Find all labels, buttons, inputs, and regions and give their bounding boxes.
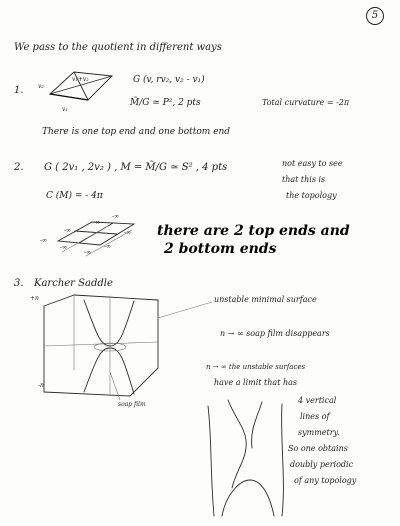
- item1-label-v2: v₂: [38, 83, 44, 90]
- item3-soap-film: soap film: [118, 401, 146, 408]
- item3-minus-n: -n: [38, 382, 44, 389]
- item1-number: 1.: [14, 85, 24, 96]
- item2-label-1: -∞: [112, 213, 120, 220]
- page-number: 5: [366, 7, 384, 25]
- item2-label-7: -∞: [104, 243, 112, 250]
- item2-number: 2.: [14, 162, 24, 173]
- item3-right-5: doubly periodic: [290, 460, 354, 469]
- item2-label-5: -∞: [60, 244, 68, 251]
- item1-parallelogram-sketch: [50, 72, 112, 100]
- item3-right-6: of any topology: [294, 476, 357, 485]
- item2-remark-2: that this is: [282, 175, 326, 184]
- item3-number: 3.: [14, 278, 24, 289]
- item3-saddle-sketch: [44, 295, 212, 400]
- item2-label-2: -∞: [93, 219, 101, 226]
- item3-right-1: 4 vertical: [298, 396, 337, 405]
- item2-remark-3: the topology: [286, 191, 337, 200]
- item3-right-2: lines of: [300, 412, 330, 421]
- item2-label-8: -∞: [124, 229, 132, 236]
- item2-remark-1: not easy to see: [282, 159, 343, 168]
- item3-limit-1: n → ∞ soap film disappears: [220, 329, 330, 338]
- item3-plus-n: +n: [30, 295, 39, 302]
- item2-label-4: -∞: [40, 237, 48, 244]
- item2-formula: G ( 2v₁ , 2v₂ ) , M = M̃/G ≃ S² , 4 pts: [44, 162, 228, 173]
- item3-limit-2a: n → ∞ the unstable surfaces: [206, 363, 306, 371]
- item3-right-4: So one obtains: [288, 444, 348, 453]
- item1-label-v1: v₁: [62, 106, 68, 113]
- item3-right-3: symmetry.: [298, 428, 340, 437]
- item1-ends-note: There is one top end and one bottom end: [42, 127, 231, 137]
- item2-bold-line-1: there are 2 top ends and: [157, 223, 350, 239]
- item2-label-6: -∞: [84, 249, 92, 256]
- item3-unstable: unstable minimal surface: [214, 295, 317, 304]
- item3-title: Karcher Saddle: [34, 278, 113, 289]
- item2-bold-line-2: 2 bottom ends: [164, 241, 277, 257]
- item1-quotient: M̃/G ≃ P², 2 pts: [130, 98, 201, 108]
- intro-line: We pass to the quotient in different ways: [14, 42, 222, 53]
- item3-limit-surface-sketch: [208, 400, 283, 516]
- item2-label-3: -∞: [64, 227, 72, 234]
- item2-tiling-sketch: [58, 219, 134, 256]
- item1-label-sum: v₁+v₂: [72, 76, 89, 83]
- item2-chi: C (M) = - 4π: [46, 191, 103, 201]
- item1-formula: G (v, rv₂, v₂ - v₁): [133, 75, 205, 85]
- item3-limit-2b: have a limit that has: [214, 378, 297, 387]
- item1-curvature: Total curvature = -2π: [262, 98, 350, 107]
